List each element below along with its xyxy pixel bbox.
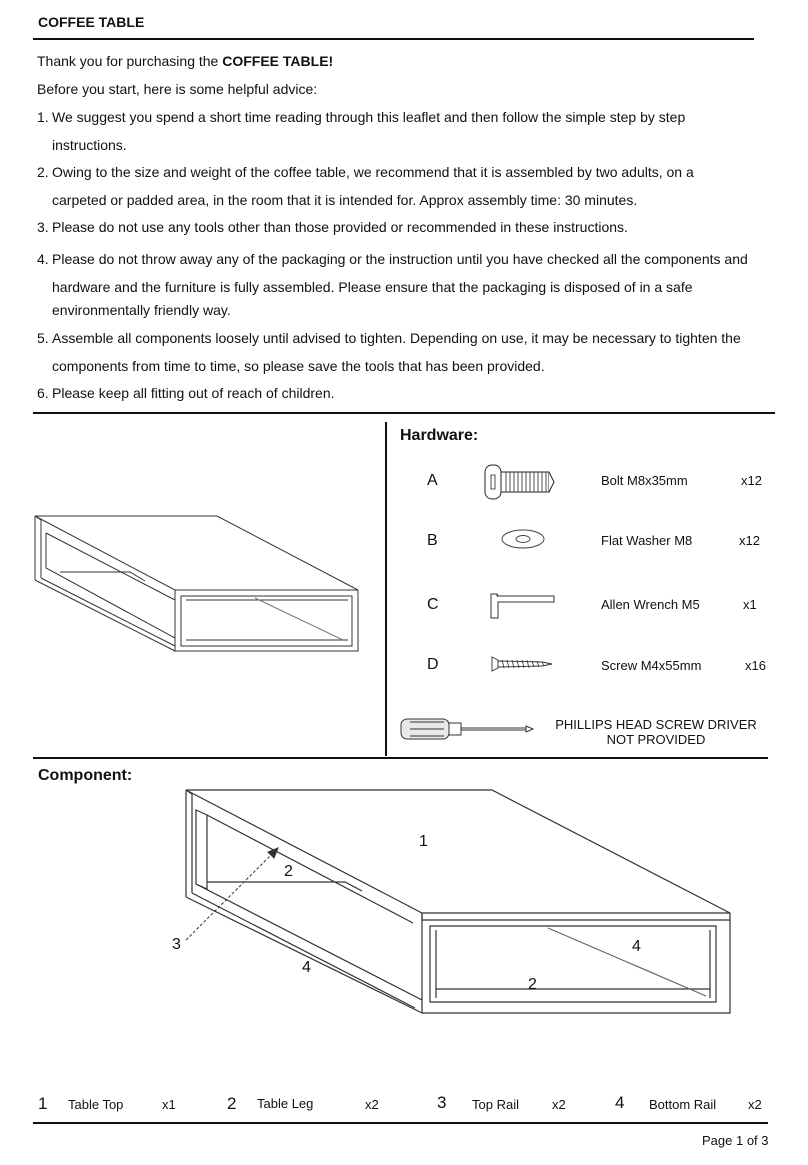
advice-num: 1. — [37, 109, 49, 125]
hardware-letter: A — [427, 472, 438, 489]
hardware-qty: x12 — [739, 533, 760, 548]
tool-note-line2: NOT PROVIDED — [606, 732, 706, 747]
hardware-name: Bolt M8x35mm — [601, 473, 688, 488]
page-number: Page 1 of 3 — [702, 1133, 769, 1148]
document-title: COFFEE TABLE — [38, 14, 145, 30]
intro-advice: Before you start, here is some helpful advice: — [37, 81, 318, 97]
legend-qty: x1 — [162, 1097, 176, 1112]
footer-rule — [33, 1122, 768, 1124]
hardware-qty: x12 — [741, 473, 762, 488]
advice-text: Please do not use any tools other than those provided or recommended in these instructions. — [52, 219, 628, 235]
advice-item-2-cont: carpeted or padded area, in the room that it is intended for. Approx assembly time: 30 minutes. — [52, 192, 638, 208]
advice-item-4-cont2: environmentally friendly way. — [52, 302, 231, 318]
advice-num: 5. — [37, 330, 49, 346]
thanks-suffix: ! — [328, 53, 334, 69]
advice-num: 6. — [37, 385, 49, 401]
advice-text: Please do not throw away any of the packaging or the instruction until you have checked all the components and — [52, 251, 748, 267]
advice-item-1-cont: instructions. — [52, 137, 127, 153]
advice-text: Please keep all fitting out of reach of children. — [52, 385, 335, 401]
legend-name: Top Rail — [472, 1097, 519, 1112]
hardware-qty: x1 — [743, 597, 757, 612]
diagram-label-leg: 2 — [284, 863, 293, 880]
advice-text: Assemble all components loosely until advised to tighten. Depending on use, it may be necessary to tighten the — [52, 330, 741, 346]
hardware-letter: C — [427, 596, 439, 613]
tool-note-line1: PHILLIPS HEAD SCREW DRIVER — [555, 717, 757, 732]
legend-name: Table Leg — [257, 1096, 314, 1111]
advice-item-5-cont: components from time to time, so please save the tools that has been provided. — [52, 358, 545, 374]
legend-qty: x2 — [365, 1097, 379, 1112]
legend-qty: x2 — [748, 1097, 762, 1112]
legend-num: 3 — [437, 1093, 447, 1112]
hardware-name: Allen Wrench M5 — [601, 597, 700, 612]
diagram-label-bottom-rail-right: 4 — [632, 938, 641, 955]
legend-num: 2 — [227, 1094, 237, 1113]
thanks-prefix: Thank you for purchasing the — [37, 53, 223, 69]
legend-name: Table Top — [68, 1097, 124, 1112]
hardware-letter: D — [427, 656, 439, 673]
advice-num: 3. — [37, 219, 49, 235]
legend-name: Bottom Rail — [649, 1097, 717, 1112]
diagram-label-top-rail: 3 — [172, 936, 181, 953]
hardware-title: Hardware: — [400, 427, 479, 444]
advice-text: We suggest you spend a short time reading through this leaflet and then follow the simple step by step — [52, 109, 686, 125]
advice-item-4-cont: hardware and the furniture is fully assembled. Please ensure that the packaging is disposed of in a safe — [52, 279, 693, 295]
hardware-name: Flat Washer M8 — [601, 533, 693, 548]
hardware-name: Screw M4x55mm — [601, 658, 702, 673]
advice-num: 4. — [37, 251, 49, 267]
advice-text: Owing to the size and weight of the coffee table, we recommend that it is assembled by two adults, on a — [52, 164, 694, 180]
diagram-label-leg-front: 2 — [528, 976, 537, 993]
advice-num: 2. — [37, 164, 49, 180]
hardware-letter: B — [427, 532, 438, 549]
diagram-label-top: 1 — [419, 833, 428, 850]
hardware-qty: x16 — [745, 658, 766, 673]
legend-num: 4 — [615, 1093, 625, 1112]
legend-qty: x2 — [552, 1097, 566, 1112]
component-title: Component: — [38, 767, 133, 784]
legend-num: 1 — [38, 1094, 48, 1113]
thanks-product: COFFEE TABLE — [222, 53, 329, 69]
diagram-label-bottom-rail-left: 4 — [302, 959, 311, 976]
